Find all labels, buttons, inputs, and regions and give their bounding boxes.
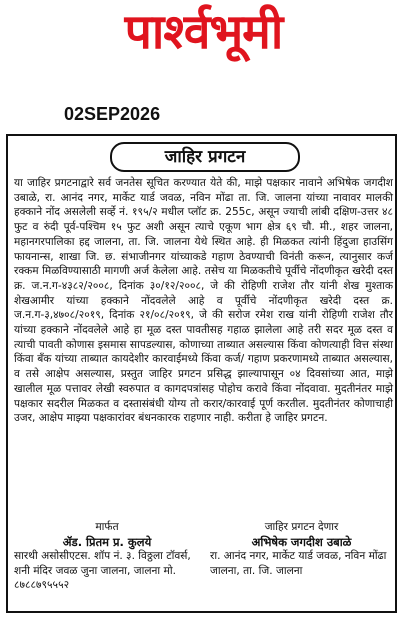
issuer-address: रा. आनंद नगर, मार्केट यार्ड जवळ, नविन मोंढा जालना, ता. जि. जालना xyxy=(210,550,387,577)
newspaper-masthead: पार्श्वभूमी xyxy=(124,4,283,60)
through-label: मार्फत xyxy=(95,521,119,533)
issuer-block xyxy=(210,520,393,578)
advocate-address: सारथी असोसीएटस. शॉप नं. ३. विठ्ठला टॉवर्स, शनी मंदिर जवळ जुना जालना, जालना मो. ८७८८७९५५५२ xyxy=(14,550,191,591)
issuer-name: अभिषेक जगदीश उबाळे xyxy=(251,534,352,549)
notice-title: जाहिर प्रगटन xyxy=(110,142,300,172)
publication-date: 02SEP2026 xyxy=(64,104,161,124)
issuer-label: जाहिर प्रगटन देणार xyxy=(264,521,339,533)
notice-footer xyxy=(14,520,393,610)
public-notice xyxy=(6,134,397,613)
advocate-block xyxy=(14,520,200,593)
advocate-name: ॲड. प्रितम प्र. कुलये xyxy=(62,534,152,549)
notice-body: या जाहिर प्रगटनाद्वारे सर्व जनतेस सूचित करण्यात येते की, माझे पक्षकार नावाने अभिषेक जगदीश उबाळे, रा. आनंद नगर, मार्केट यार्ड जवळ, नविन मोंढा ता. जि. जालना यांच्या नावावर मालकी हक्काने नोंद असलेली सर्व्हे नं. १९५/२ मधील प्लॉट क्र. 255c, असून ज्याची लांबी दक्षिण-उत्तर ४८ फुट व रुंदी पूर्व-पश्चिम १५ फुट अशी असून त्याचे एकूण भाग क्षेत्र ६९ चौ. मी., शहर जालना, महानगरपालिका हद्द जालना, ता. जि. जालना येथे स्थित आहे. ही मिळकत त्यांनी हिंदुजा हाउसिंग फायनान्स, शाखा जि. छ. संभाजीनगर यांच्याकडे गहाण ठेवण्याची विनंती करून, त्यानुसार कर्ज रक्कम मिळविण्यासाठी मागणी अर्ज केलेला आहे. तसेच या मिळकतीचे पूर्वीचे नोंदणीकृत खरेदी दस्त क्र. ज.न.ग-४३८२/२००८, दिनांक ३०/१२/२००८, जे की रोहिणी राजेश तौर यांनी शेख मुश्ताक शेखआमीर यांच्या हक्काने नोंदवलेले आहे व पूर्वीचे नोंदणीकृत खरेदी दस्त क्र. ज.न.ग-३,४७०८/२०१९, दिनांक २१/०८/२०१९, जे की सरोज रमेश राख यांनी रोहिणी राजेश तौर यांच्या हक्काने नोंदवलेले आहे हा मूळ दस्त पावतीसह गहाळ झालेला आहे तरी सदर मूळ दस्त व त्याची पावती कोणास इसमास सापडल्यास, कोणाच्या ताब्यात असल्यास किंवा कोणत्याही वित्त संस्था किंवा बँक यांच्या ताब्यात कायदेशीर कारवाईमध्ये किंवा कर्ज/ गहाण प्रकरणामध्ये ताब्यात असल्यास, व तसे आक्षेप असल्यास, प्रस्तुत जाहिर प्रगटन प्रसिद्ध झाल्यापासून ०४ दिवसांच्या आत, माझे खालील मूळ पत्तावर लेखी स्वरुपात व कागदपत्रांसह पोहोच करावे किंवा नोंदवावा. मुदतीनंतर माझे पक्षकार सदरील मिळकत व दस्तासंबंधी योग्य तो करार/कारवाई पूर्ण करतील. मुदतीनंतर कोणाचाही उजर, आक्षेप माझ्या पक्षकारांवर बंधनकारक राहणार नाही. करीता हे जाहिर प्रगटन. xyxy=(14,177,393,425)
